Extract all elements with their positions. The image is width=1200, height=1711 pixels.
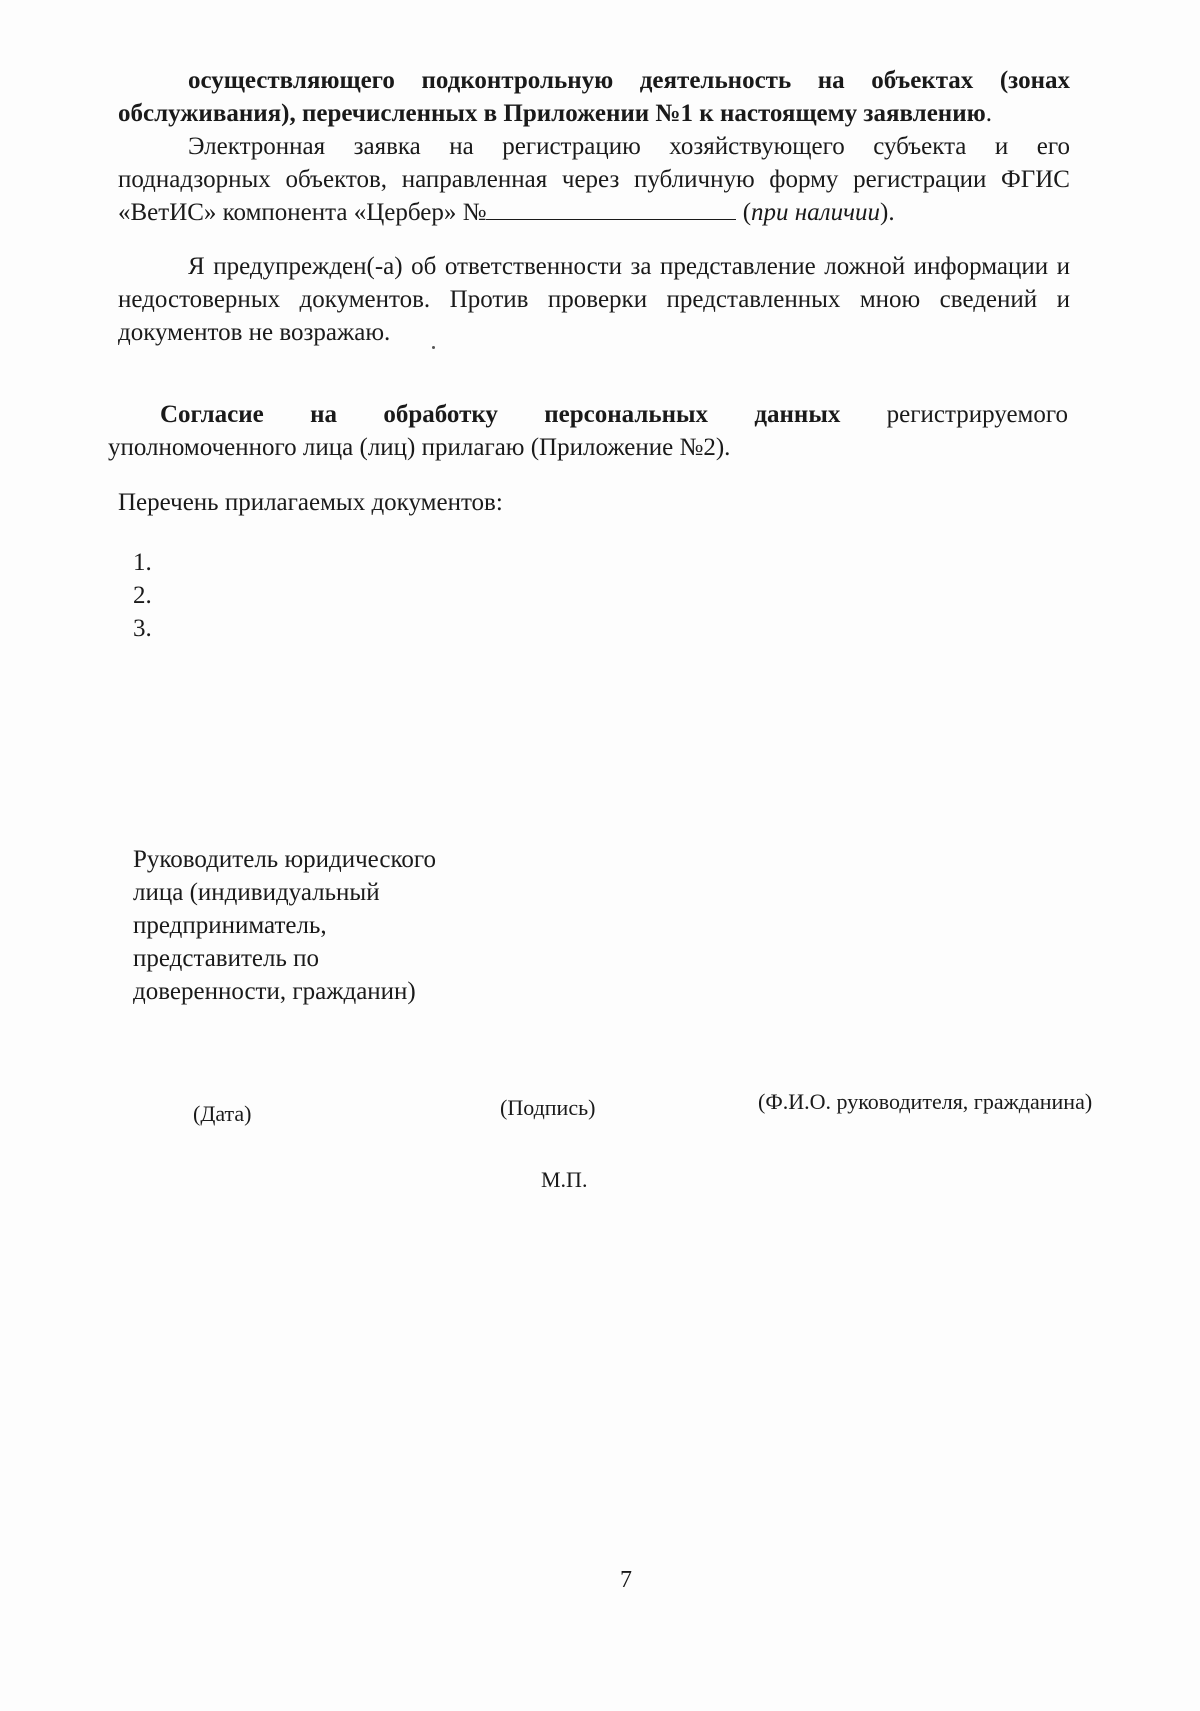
- objects-period: .: [985, 100, 992, 127]
- date-label: (Дата): [193, 1101, 252, 1126]
- application-text: Электронная заявка на регистрацию хозяйствующего субъекта и его поднадзорных объектов, направленная через публичную форму регистрации ФГИС «ВетИС» компонента «Цербер» №: [118, 133, 1070, 226]
- consent-first-line: [108, 398, 1068, 431]
- consent-word-2: на: [310, 401, 337, 428]
- consent-paragraph: [108, 398, 1068, 464]
- objects-bold-text: осуществляющего подконтрольную деятельность на объектах (зонах обслуживания), перечисленных в Приложении №1 к настоящему заявлению: [118, 67, 1070, 127]
- signature-label: (Подпись): [500, 1095, 596, 1120]
- signer-line: доверенности, гражданин): [133, 978, 416, 1005]
- consent-word-1: Согласие: [160, 401, 264, 428]
- signer-line: Руководитель юридического: [133, 846, 436, 873]
- application-note: при наличии: [751, 199, 881, 226]
- signer-title-block: [133, 843, 513, 1008]
- consent-word-6: регистрируемого: [886, 401, 1068, 428]
- application-number-blank: [486, 197, 736, 220]
- paragraph-responsibility-warning: Я предупрежден(-а) об ответственности за представление ложной информации и недостоверных документов. Против проверки представленных мною сведений и документов не возражаю.: [118, 253, 1070, 346]
- list-item: 2.: [133, 582, 152, 609]
- paragraph-objects: [118, 64, 1070, 130]
- application-close: ).: [880, 199, 895, 226]
- documents-list: [133, 546, 152, 645]
- scan-speck: [432, 346, 435, 349]
- stamp-label: М.П.: [541, 1167, 588, 1192]
- list-item: 3.: [133, 615, 152, 642]
- signer-line: предприниматель,: [133, 912, 327, 939]
- signer-line: лица (индивидуальный: [133, 879, 380, 906]
- paragraph-electronic-application: [118, 130, 1070, 229]
- name-label: (Ф.И.О. руководителя, гражданина): [758, 1089, 1093, 1114]
- list-item: 1.: [133, 549, 152, 576]
- consent-word-4: персональных: [544, 401, 709, 428]
- consent-word-5: данных: [754, 401, 841, 428]
- consent-second-line: уполномоченного лица (лиц) прилагаю (Приложение №2).: [108, 434, 731, 461]
- signer-line: представитель по: [133, 945, 319, 972]
- consent-word-3: обработку: [383, 401, 498, 428]
- documents-heading: Перечень прилагаемых документов:: [118, 489, 503, 516]
- application-open-paren: (: [736, 199, 752, 226]
- page-number: 7: [620, 1567, 632, 1593]
